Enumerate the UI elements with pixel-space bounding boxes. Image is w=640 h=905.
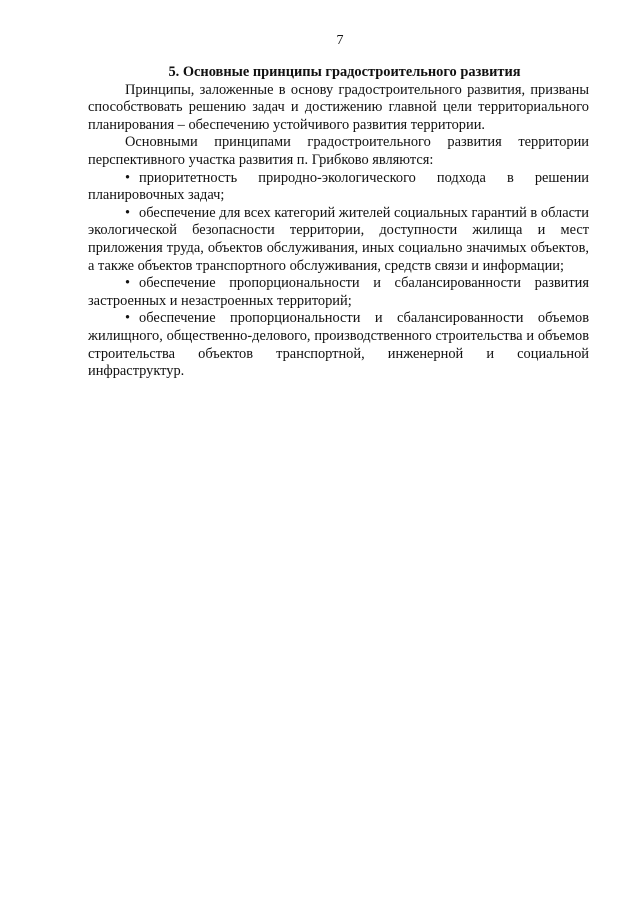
list-item <box>88 205 589 275</box>
list-item <box>88 170 589 205</box>
bullet-icon: • <box>125 275 131 292</box>
list-item-text: обеспечение пропорциональности и сбалансированности объемов жилищного, общественно-делового, производственного строительства и объемов строительства объектов транспортной, инженерной и социальной инфраструктур. <box>88 310 589 380</box>
principles-lead-paragraph: Основными принципами градостроительного развития территории перспективного участка развития п. Грибково являются: <box>88 134 589 168</box>
list-item-text: обеспечение пропорциональности и сбалансированности развития застроенных и незастроенных территорий; <box>88 275 589 309</box>
page-number: 7 <box>336 33 344 48</box>
list-item-text: приоритетность природно-экологического подхода в решении планировочных задач; <box>88 169 589 204</box>
list-item <box>88 310 589 380</box>
principles-list <box>88 170 589 381</box>
section-content <box>88 64 589 381</box>
bullet-icon: • <box>125 310 131 327</box>
bullet-icon: • <box>125 169 131 186</box>
intro-paragraph: Принципы, заложенные в основу градостроительного развития, призваны способствовать решению задач и достижению главной цели территориального планирования – обеспечению устойчивого развития территории. <box>88 81 589 133</box>
list-item-text: обеспечение для всех категорий жителей социальных гарантий в области экологической безопасности территории, доступности жилища и мест приложения труда, объектов обслуживания, иных социально значимых объектов, а также объектов транспортного обслуживания, средств связи и информации; <box>88 204 589 274</box>
section-title: 5. Основные принципы градостроительного развития <box>168 64 521 80</box>
list-item <box>88 275 589 310</box>
bullet-icon: • <box>125 204 131 221</box>
